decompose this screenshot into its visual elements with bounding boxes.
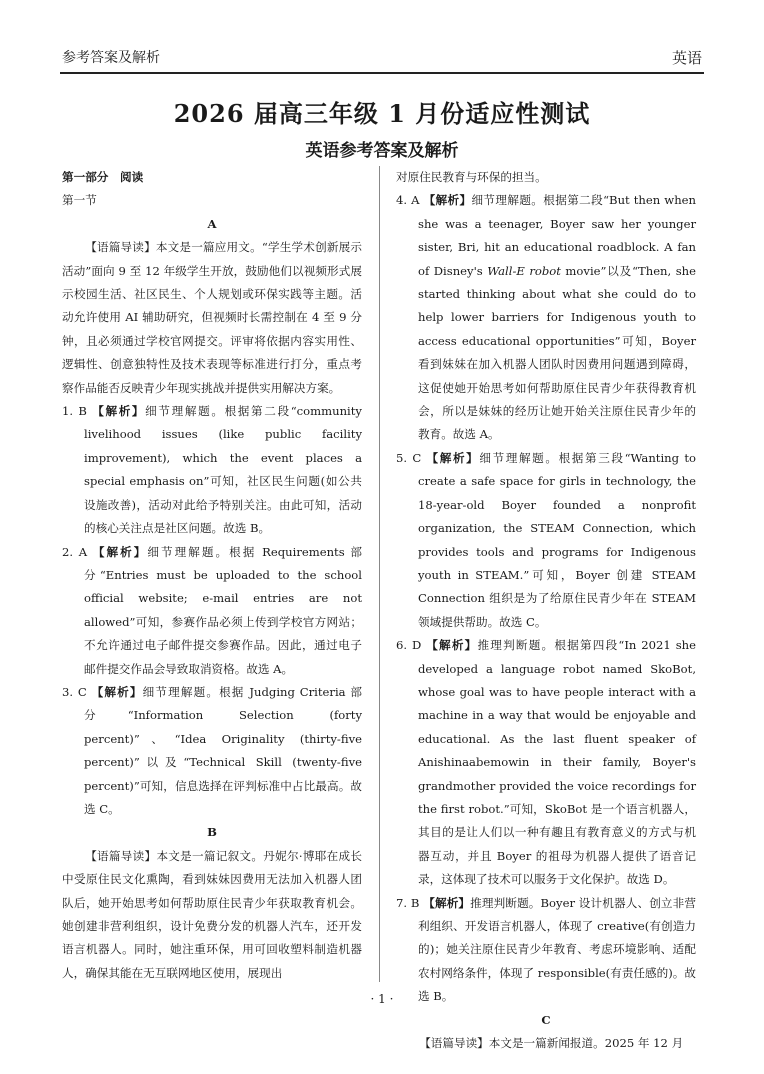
page-subtitle: 英语参考答案及解析 bbox=[305, 141, 459, 161]
analysis-tag: 【解析】 bbox=[92, 404, 146, 419]
guide-text: 本文是一篇记叙文。丹妮尔·博耶在成长中受原住民文化熏陶，看到妹妹因费用无法加入机器人团队后，她开始思考如何帮助原住民青少年获取教育机会。她创建非营利组织，设计免费分发的机器人汽车，还开发语言机器人。同时，她注重环保，用可回收塑料制造机器人，确保其能在无互联网地区使用，展现出 bbox=[62, 848, 362, 980]
right-column bbox=[396, 166, 696, 1055]
answer-4 bbox=[396, 189, 696, 446]
guide-text: 本文是一篇应用文。“学生学术创新展示活动”面向 9 至 12 年级学生开放，鼓励他们以视频形式展示校园生活、社区民生、个人规划或环保实践等主题。活动允许使用 AI 辅助研究，但视频时长需控制在 4 至 9 分钟，且必须通过学校官网提交。评审将依据内容实用性、逻辑性、创意独特性及技术表现等标准进行打分，重点考察作品能否反映青少年现实挑战并提供实用解决方案。 bbox=[62, 240, 362, 395]
answer-italic-text: Wall-E robot bbox=[487, 263, 561, 278]
analysis-tag: 【解析】 bbox=[423, 193, 472, 208]
passage-a-label: A bbox=[207, 216, 217, 231]
answer-2 bbox=[62, 541, 362, 681]
answer-text: 细节理解题。根据第二段“community livelihood issues (like public facility improvement), which the event places a special emphasis on”可知，社区民生问题(如公共设施改善)，活动对此给予特别关注。由此可知，活动的核心关注点是社区问题。故选 B。 bbox=[84, 404, 362, 536]
passage-b-guide-continuation: 对原住民教育与环保的担当。 bbox=[396, 170, 547, 184]
answer-number: 6. D bbox=[396, 638, 422, 653]
page-title: 2026 届高三年级 1 月份适应性测试 bbox=[173, 99, 591, 128]
answer-text: 推理判断题。根据第四段“In 2021 she developed a language robot named SkoBot, whose goal was to have people interact with a machine in a way that would be enjoyable and educational. As the last fluent speaker of Anishinaabemowin in their family, Boyer's grandmother provided the voice recordings for the first robot.”可知，SkoBot 是一个语言机器人，其目的是让人们以一种有趣且有教育意义的方式与机器互动，并且 Boyer 的祖母为机器人提供了语音记录，这体现了技术可以服务于文化保护。故选 D。 bbox=[418, 638, 696, 887]
passage-c-guide bbox=[396, 1032, 696, 1055]
guide-tag: 【语篇导读】 bbox=[85, 240, 156, 255]
answer-text: 细节理解题。根据 Judging Criteria 部分“Information Selection (forty percent)”、“Idea Originality (thirty-five percent)”以及“Technical Skill (twenty-five percent)”可知，信息选择在评判标准中占比最高。故选 C。 bbox=[84, 684, 363, 816]
answer-3 bbox=[62, 681, 362, 821]
answer-number: 5. C bbox=[396, 450, 422, 465]
column-divider bbox=[379, 166, 380, 982]
answer-text: 细节理解题。根据第二段“But then when she was a teenager, Boyer saw her younger sister, Bri, hit an educational roadblock. A fan of Disney's bbox=[418, 193, 696, 278]
analysis-tag: 【解析】 bbox=[92, 544, 148, 559]
analysis-tag: 【解析】 bbox=[91, 684, 143, 699]
answer-text: 细节理解题。根据第三段“Wanting to create a safe space for girls in technology, the 18-year-old Boyer founded a nonprofit organization, the STEAM Connection, which provides tools and programs for Indigenous youth in STEAM.”可知，Boyer 创建 STEAM Connection 组织是为了给原住民青少年在 STEAM 领域提供帮助。故选 C。 bbox=[418, 450, 696, 629]
left-column bbox=[62, 166, 362, 985]
answer-1 bbox=[62, 400, 362, 540]
page-number: · 1 · bbox=[370, 992, 394, 1006]
section-heading: 第一节 bbox=[62, 193, 97, 208]
answer-number: 1. B bbox=[62, 404, 87, 419]
answer-text: 推理判断题。Boyer 设计机器人、创立非营利组织、开发语言机器人，体现了 creative(有创造力的)；她关注原住民青少年教育、考虑环境影响、适配农村网络条件，体现了 responsible(有责任感的)。故选 B。 bbox=[418, 895, 696, 1004]
guide-text: 本文是一篇新闻报道。2025 年 12 月 bbox=[488, 1036, 684, 1051]
answer-6 bbox=[396, 634, 696, 891]
passage-c-label: C bbox=[541, 1012, 551, 1027]
header-left-label: 参考答案及解析 bbox=[62, 50, 160, 66]
passage-b-guide bbox=[62, 845, 362, 985]
part-heading: 第一部分 阅读 bbox=[62, 170, 144, 184]
answer-number: 7. B bbox=[396, 895, 420, 910]
analysis-tag: 【解析】 bbox=[426, 450, 480, 465]
guide-tag: 【语篇导读】 bbox=[419, 1036, 489, 1051]
analysis-tag: 【解析】 bbox=[426, 638, 478, 653]
answer-number: 3. C bbox=[62, 684, 87, 699]
passage-a-guide bbox=[62, 236, 362, 400]
header-subject-label: 英语 bbox=[671, 49, 702, 67]
answer-number: 4. A bbox=[396, 193, 420, 208]
header-rule bbox=[60, 72, 704, 74]
answer-text: movie”以及“Then, she started thinking about what she could do to help lower barriers for Indigenous youth to access educational opportunities”可知，Boyer 看到妹妹在加入机器人团队时因费用问题遇到障碍，这促使她开始思考如何帮助原住民青少年获得教育机会，所以是妹妹的经历让她开始关注原住民青少年的教育。故选 A。 bbox=[418, 263, 696, 442]
analysis-tag: 【解析】 bbox=[423, 895, 471, 910]
answer-text: 细节理解题。根据 Requirements 部分“Entries must be uploaded to the school official website; e-mail entries are not allowed”可知，参赛作品必须上传到学校官方网站；不允许通过电子邮件提交参赛作品。因此，通过电子邮件提交作品会导致取消资格。故选 A。 bbox=[84, 544, 362, 676]
guide-tag: 【语篇导读】 bbox=[85, 848, 157, 863]
answer-5 bbox=[396, 447, 696, 634]
answer-number: 2. A bbox=[62, 544, 88, 559]
passage-b-label: B bbox=[207, 825, 217, 840]
